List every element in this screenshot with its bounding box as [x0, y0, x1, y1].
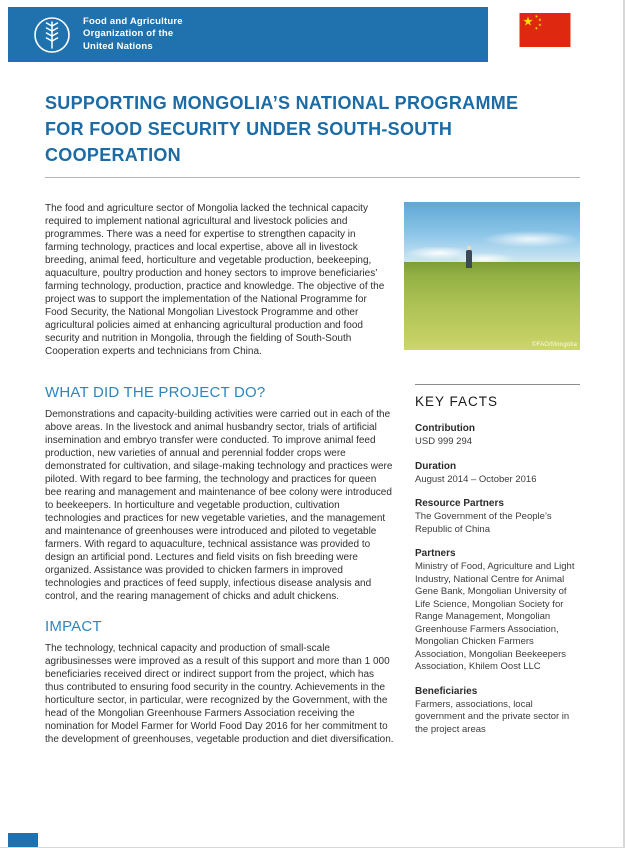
section-what-did-the-project-do: [45, 384, 395, 603]
key-fact-value: Ministry of Food, Agriculture and Light Industry, National Centre for Animal Gene Bank, Mongolian University of Life Science, Mongolian Society for Range Management, Mongolian Greenhouse Farmers Association, Mongolian Chicken Farmers Association, Mongolian Beekeepers Association, Khilem Oost LLC: [415, 561, 575, 672]
section-impact: [45, 618, 395, 746]
org-name: [83, 16, 183, 54]
fao-logo-icon: [32, 15, 72, 55]
page-title: [45, 90, 580, 168]
header: [0, 0, 625, 62]
fao-header-bar: [8, 7, 488, 62]
org-name-line: Organization of the: [83, 28, 174, 40]
page-title-line2: FOR FOOD SECURITY UNDER SOUTH-SOUTH COOPERATION: [45, 119, 453, 165]
key-fact-value: The Government of the People’s Republic of China: [415, 511, 552, 535]
key-facts-sidebar: [415, 384, 580, 748]
sections-column: [45, 384, 395, 748]
key-fact-item: [415, 461, 580, 487]
photo-person: [466, 250, 472, 268]
project-photo: [404, 202, 580, 350]
section-body-project: Demonstrations and capacity-building activities were carried out in each of the above areas. In the livestock and animal husbandry sector, trials of artificial insemination and embryo transfer were conducted. To improve animal feed production, new varieties of annual and perennial fodder crops were demonstrated for cultivation, and silage-making technology and practices were piloted. With regard to bee farming, the technology and practices for queen bee rearing and management and maintenance of bee colony were introduced to beekeepers. In horticulture and vegetable production, cultivation technologies and practices for new vegetable varieties, and the management and maintenance of greenhouses were introduced and piloted to vegetable farmers. With regard to aquaculture, technical assistance was provided to design an artificial pond. Lectures and field visits on fish breeding were organized. Assistance was provided to chicken farmers in improved technologies and practices of feed supply, infectious disease analysis and control, and the rearing management of chicks and adult chickens.: [45, 409, 393, 602]
section-heading-project: WHAT DID THE PROJECT DO?: [45, 384, 266, 401]
key-fact-value: August 2014 – October 2016: [415, 473, 537, 485]
china-flag-icon: [518, 13, 572, 47]
page-title-line1: SUPPORTING MONGOLIA’S NATIONAL PROGRAMME: [45, 93, 519, 113]
key-fact-item: [415, 686, 580, 737]
key-fact-value: Farmers, associations, local government and the private sector in the project areas: [415, 698, 570, 735]
section-heading-impact: IMPACT: [45, 618, 102, 635]
photo-credit: ©FAO/Mongolia: [531, 342, 577, 348]
key-fact-label: Resource Partners: [415, 498, 504, 509]
intro-paragraph: The food and agriculture sector of Mongolia lacked the technical capacity required to implement national agricultural and livestock policies and programmes. There was a need for expertise to strengthen capacity in farming technology, practices and local expertise, above all in livestock breeding, animal feed, horticulture and vegetable production, beekeeping, aquaculture, poultry production and honey sectors to improve beneficiaries’ farming technology, production, practice and knowledge. The objective of the project was to support the implementation of the National Programme for Food Security, the National Mongolian Livestock Programme and other agricultural policies aimed at enhancing agricultural production and food security and nutrition in Mongolia, through the fielding of South-South Cooperation experts and technicians from China.: [45, 203, 385, 357]
key-fact-label: Duration: [415, 460, 457, 472]
footer-corner-mark: [8, 833, 38, 847]
org-name-line: United Nations: [83, 40, 153, 52]
main-content: [45, 384, 580, 748]
key-facts-title: KEY FACTS: [415, 394, 499, 409]
key-fact-label: Beneficiaries: [415, 685, 478, 697]
key-fact-item: [415, 548, 580, 674]
key-fact-value: USD 999 294: [415, 436, 473, 447]
title-divider: [45, 177, 580, 178]
section-body-impact: The technology, technical capacity and production of small-scale agribusinesses were improved as a result of this support and more than 1 000 beneficiaries received direct or indirect support from the project, which has thus contributed to ensuring food security in the country. Achievements in the horticulture sector, in particular, were recognized by the Government, with the head of the Mongolian Greenhouse Farmers Association receiving the nomination for Model Farmer for World Food Day 2016 for her commitment to the development of greenhouses, vegetable production and diet diversification.: [45, 643, 394, 745]
key-fact-item: [415, 498, 580, 536]
photo-sky: [404, 202, 580, 262]
key-fact-label: Partners: [415, 548, 456, 559]
key-facts-divider: [415, 384, 580, 385]
key-fact-label: Contribution: [415, 423, 475, 434]
key-fact-item: [415, 423, 580, 449]
photo-field: [404, 262, 580, 350]
intro-row: [45, 202, 580, 358]
org-name-line: Food and Agriculture: [83, 15, 183, 27]
